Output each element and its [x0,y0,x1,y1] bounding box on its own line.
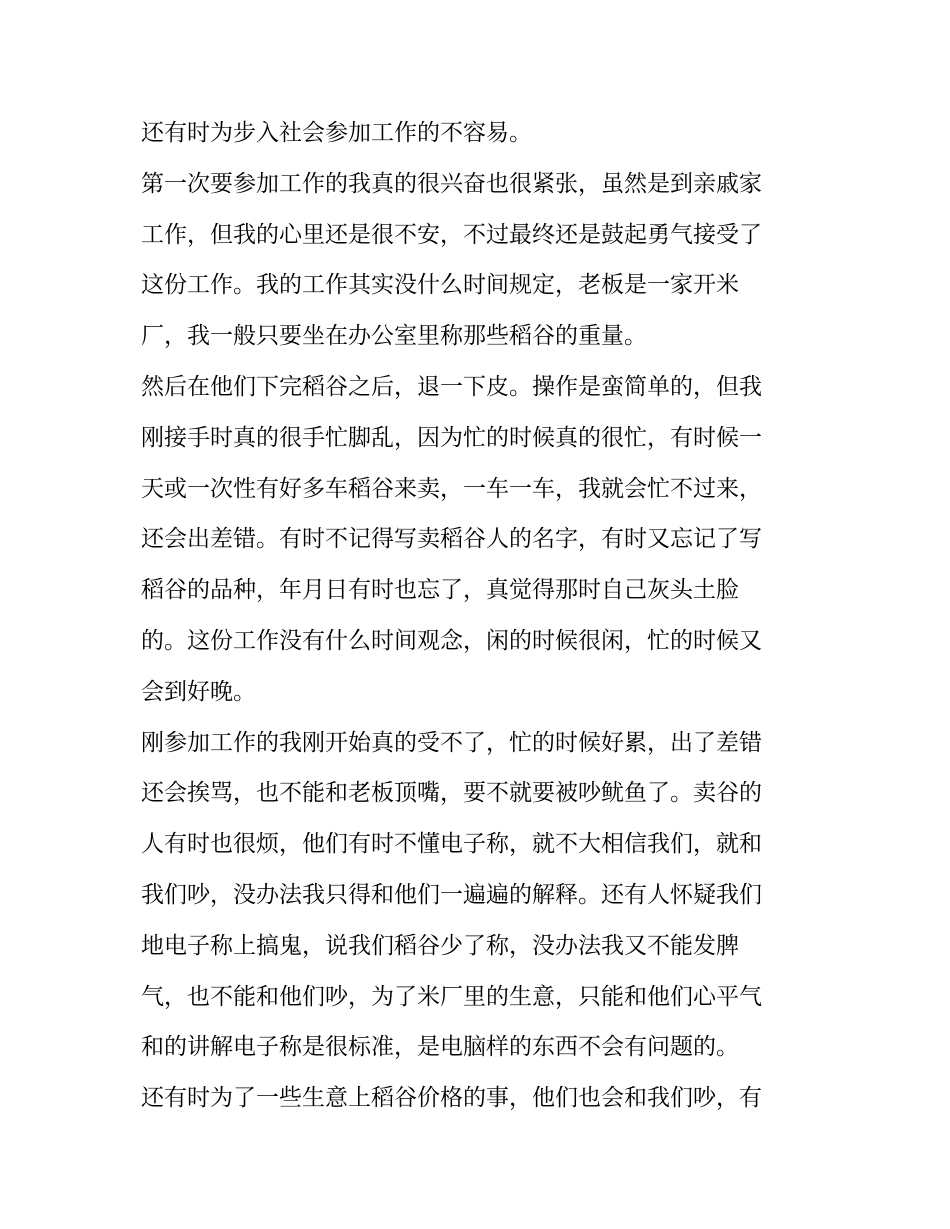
text-line: 会到好晚。 [141,678,256,705]
text-line: 还有时为了一些生意上稻谷价格的事，他们也会和我们吵，有 [141,1085,762,1112]
text-line: 刚接手时真的很手忙脚乱，因为忙的时候真的很忙，有时候一 [141,424,762,451]
text-line: 和的讲解电子称是很标准，是电脑样的东西不会有问题的。 [141,1034,739,1061]
text-line: 厂，我一般只要坐在办公室里称那些稻谷的重量。 [141,323,647,350]
text-line: 我们吵，没办法我只得和他们一遍遍的解释。还有人怀疑我们 [141,881,762,908]
text-line: 的。这份工作没有什么时间观念，闲的时候很闲，忙的时候又 [141,627,762,654]
text-line: 地电子称上搞鬼，说我们稻谷少了称，没办法我又不能发脾 [141,932,739,959]
text-line: 还会出差错。有时不记得写卖稻谷人的名字，有时又忘记了写 [141,526,762,553]
text-line: 工作，但我的心里还是很不安，不过最终还是鼓起勇气接受了 [141,221,762,248]
body-text [141,108,821,1124]
text-line: 这份工作。我的工作其实没什么时间规定，老板是一家开米 [141,272,739,299]
text-line: 刚参加工作的我刚开始真的受不了，忙的时候好累，出了差错 [141,729,762,756]
text-line: 还有时为步入社会参加工作的不容易。 [141,120,532,146]
text-line: 稻谷的品种，年月日有时也忘了，真觉得那时自己灰头土脸 [141,577,739,604]
text-line: 然后在他们下完稻谷之后，退一下皮。操作是蛮简单的，但我 [141,373,762,400]
text-line: 气，也不能和他们吵，为了米厂里的生意，只能和他们心平气 [141,983,762,1010]
text-line: 人有时也很烦，他们有时不懂电子称，就不大相信我们，就和 [141,831,762,858]
text-line: 天或一次性有好多车稻谷来卖，一车一车，我就会忙不过来， [141,475,762,502]
text-line: 还会挨骂，也不能和老板顶嘴，要不就要被吵鱿鱼了。卖谷的 [141,780,762,807]
text-line: 第一次要参加工作的我真的很兴奋也很紧张，虽然是到亲戚家 [141,170,762,197]
